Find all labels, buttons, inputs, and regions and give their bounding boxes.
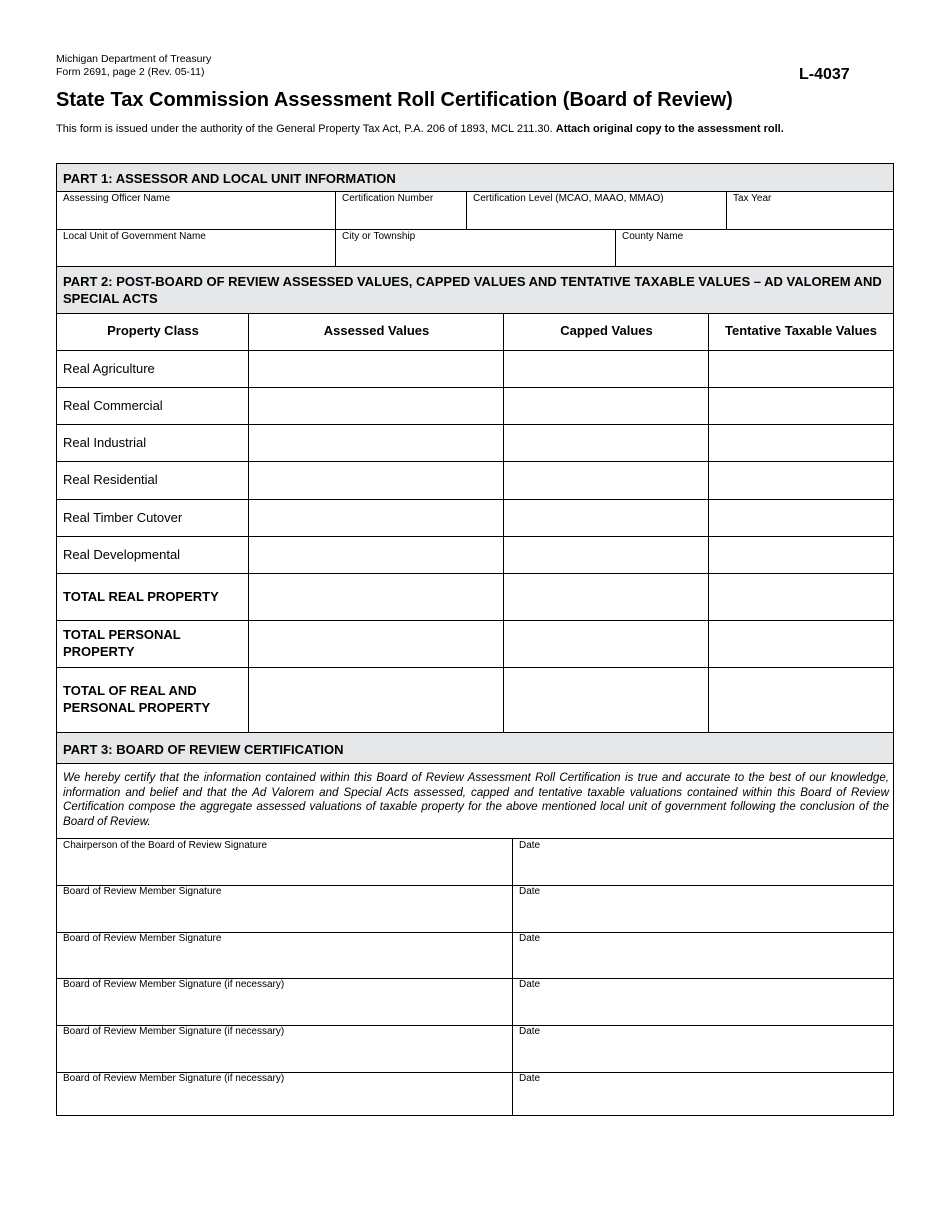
value-cell[interactable] [249, 668, 503, 732]
value-cell[interactable] [709, 621, 893, 667]
tax-year-label: Tax Year [733, 193, 772, 204]
member-signature-field-2[interactable] [57, 933, 512, 978]
row-label-real-developmental: Real Developmental [63, 547, 181, 562]
value-cell[interactable] [709, 668, 893, 732]
value-cell[interactable] [504, 668, 708, 732]
city-township-field[interactable] [336, 230, 616, 266]
local-unit-label: Local Unit of Government Name [63, 231, 206, 242]
member-date-field-1[interactable] [513, 886, 893, 932]
authority-text: This form is issued under the authority of the General Property Tax Act, P.A. 206 of 1893, MCL 211.30. [56, 123, 553, 135]
certification-form [56, 163, 894, 1116]
divider [615, 230, 616, 266]
divider [466, 192, 467, 229]
value-cell[interactable] [249, 537, 503, 573]
value-cell[interactable] [504, 462, 708, 499]
date-label: Date [519, 979, 541, 990]
value-cell[interactable] [709, 388, 893, 424]
county-label: County Name [622, 231, 684, 242]
certification-number-field[interactable] [336, 192, 467, 229]
part2-heading: PART 2: POST-BOARD OF REVIEW ASSESSED VALUES, CAPPED VALUES AND TENTATIVE TAXABLE VALUES – AD VALOREM AND SPECIAL ACTS [57, 267, 893, 314]
date-label: Date [519, 933, 541, 944]
member-date-field-3[interactable] [513, 979, 893, 1025]
value-cell[interactable] [504, 537, 708, 573]
date-label: Date [519, 840, 541, 851]
chairperson-signature-field[interactable] [57, 839, 512, 885]
row-label-real-industrial: Real Industrial [63, 435, 147, 450]
member-signature-label: Board of Review Member Signature (if necessary) [63, 1026, 285, 1037]
value-cell[interactable] [709, 537, 893, 573]
member-date-field-5[interactable] [513, 1073, 893, 1115]
date-label: Date [519, 1073, 541, 1084]
assessing-officer-field[interactable] [57, 192, 336, 229]
value-cell[interactable] [249, 621, 503, 667]
divider [726, 192, 727, 229]
column-header-property-class: Property Class [107, 323, 199, 338]
member-signature-label: Board of Review Member Signature [63, 886, 222, 897]
chairperson-signature-label: Chairperson of the Board of Review Signature [63, 840, 268, 851]
row-label-total-real-property: TOTAL REAL PROPERTY [63, 589, 219, 604]
value-cell[interactable] [504, 500, 708, 536]
form-id: L-4037 [799, 66, 850, 83]
value-cell[interactable] [709, 351, 893, 387]
value-cell[interactable] [249, 351, 503, 387]
row-label-real-timber-cutover: Real Timber Cutover [63, 510, 183, 525]
value-cell[interactable] [504, 351, 708, 387]
form-reference: Form 2691, page 2 (Rev. 05-11) [56, 66, 205, 78]
county-field[interactable] [616, 230, 893, 266]
column-header-assessed-values: Assessed Values [323, 323, 430, 338]
member-date-field-2[interactable] [513, 933, 893, 978]
page-title: State Tax Commission Assessment Roll Certification (Board of Review) [56, 89, 733, 111]
form-agency-header [56, 53, 211, 79]
value-cell[interactable] [504, 425, 708, 461]
value-cell[interactable] [504, 388, 708, 424]
value-cell[interactable] [249, 462, 503, 499]
date-label: Date [519, 886, 541, 897]
certification-statement: We hereby certify that the information contained within this Board of Review Assessment Roll Certification is true and accurate to the best of our knowledge, information and belief and that the Ad Valorem and Special Acts assessed, capped and tentative taxable valuations contained within this Board of Review Certification compose the aggregate assessed valuations of taxable property for the above mentioned local unit of government following the conclusion of the Board of Review. [63, 771, 889, 828]
certification-level-label: Certification Level (MCAO, MAAO, MMAO) [473, 193, 664, 204]
column-header-capped-values: Capped Values [560, 323, 653, 338]
row-label-real-commercial: Real Commercial [63, 398, 163, 413]
member-date-field-4[interactable] [513, 1026, 893, 1072]
member-signature-field-1[interactable] [57, 886, 512, 932]
agency-name: Michigan Department of Treasury [56, 53, 212, 65]
member-signature-label: Board of Review Member Signature [63, 933, 222, 944]
column-header-tentative-taxable-values: Tentative Taxable Values [725, 323, 877, 338]
value-cell[interactable] [709, 574, 893, 620]
assessing-officer-label: Assessing Officer Name [63, 193, 171, 204]
part3-heading: PART 3: BOARD OF REVIEW CERTIFICATION [57, 733, 893, 764]
local-unit-field[interactable] [57, 230, 336, 266]
member-signature-field-3[interactable] [57, 979, 512, 1025]
tax-year-field[interactable] [727, 192, 893, 229]
value-cell[interactable] [249, 425, 503, 461]
member-signature-field-5[interactable] [57, 1073, 512, 1115]
authority-instruction: Attach original copy to the assessment roll. [555, 123, 784, 135]
row-label-real-residential: Real Residential [63, 472, 158, 487]
city-township-label: City or Township [342, 231, 416, 242]
value-cell[interactable] [249, 500, 503, 536]
certification-number-label: Certification Number [342, 193, 434, 204]
certification-level-field[interactable] [467, 192, 727, 229]
value-cell[interactable] [249, 388, 503, 424]
value-cell[interactable] [249, 574, 503, 620]
chairperson-date-field[interactable] [513, 839, 893, 885]
value-cell[interactable] [709, 425, 893, 461]
member-signature-field-4[interactable] [57, 1026, 512, 1072]
divider [335, 192, 336, 229]
row-label-total-personal-property: TOTAL PERSONAL PROPERTY [63, 627, 181, 659]
row-label-real-agriculture: Real Agriculture [63, 361, 155, 376]
part1-heading: PART 1: ASSESSOR AND LOCAL UNIT INFORMATION [57, 164, 893, 192]
value-cell[interactable] [709, 500, 893, 536]
date-label: Date [519, 1026, 541, 1037]
value-cell[interactable] [709, 462, 893, 499]
member-signature-label: Board of Review Member Signature (if necessary) [63, 1073, 285, 1084]
value-cell[interactable] [504, 621, 708, 667]
member-signature-label: Board of Review Member Signature (if necessary) [63, 979, 285, 990]
value-cell[interactable] [504, 574, 708, 620]
divider [335, 230, 336, 266]
row-label-total-real-and-personal: TOTAL OF REAL AND PERSONAL PROPERTY [63, 683, 211, 715]
authority-statement [56, 123, 784, 135]
